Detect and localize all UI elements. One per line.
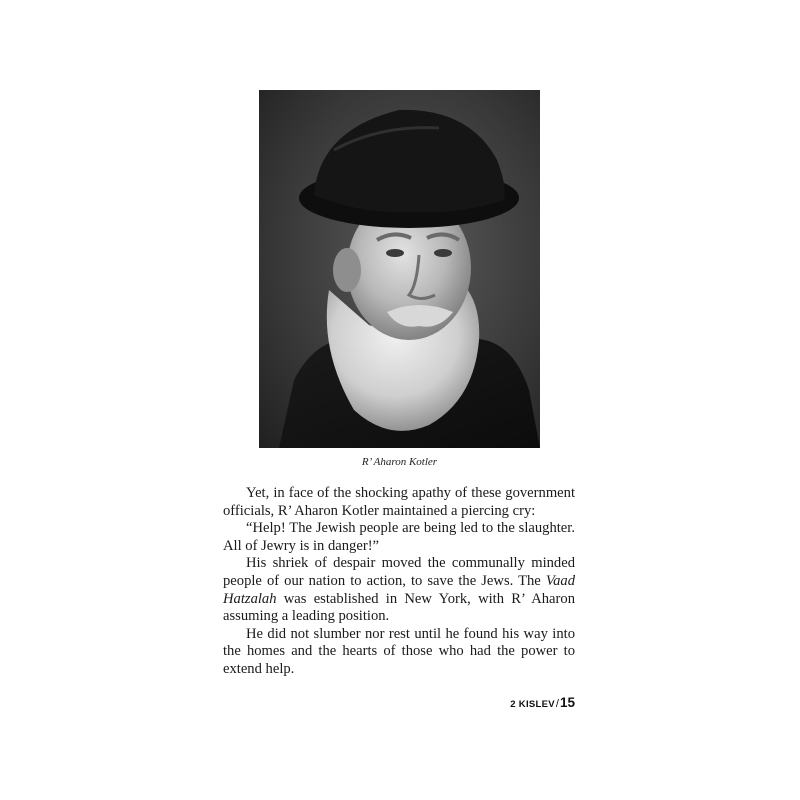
vaad-hatzalah-italic: Vaad Hatzalah bbox=[223, 572, 575, 607]
portrait-image bbox=[259, 90, 540, 448]
page-number: 15 bbox=[559, 695, 575, 710]
paragraph-4 bbox=[223, 626, 575, 679]
page-folio bbox=[460, 694, 575, 712]
photo-caption: R’ Aharon Kotler bbox=[361, 456, 438, 468]
portrait-photo bbox=[259, 90, 540, 448]
paragraph-1-text: Yet, in face of the shocking apathy of these government officials, R’ Aharon Kotler maintained a piercing cry: bbox=[223, 485, 575, 519]
paragraph-3-text-end: was established in New York, with R’ Aharon assuming a leading position. bbox=[223, 590, 575, 625]
paragraph-4-text: He did not slumber nor rest until he found his way into the homes and the hearts of those who had the power to extend help. bbox=[223, 625, 575, 677]
folio-separator: / bbox=[555, 698, 559, 710]
paragraph-1 bbox=[223, 485, 575, 520]
body-text bbox=[223, 485, 575, 679]
paragraph-3 bbox=[223, 555, 575, 625]
paragraph-3-text-start: His shriek of despair moved the communally minded people of our nation to action, to save the Jews. The bbox=[223, 555, 575, 589]
paragraph-2 bbox=[223, 520, 575, 555]
folio-section: 2 KISLEV bbox=[510, 699, 555, 710]
paragraph-2-text: “Help! The Jewish people are being led to the slaughter. All of Jewry is in danger!” bbox=[223, 520, 575, 554]
